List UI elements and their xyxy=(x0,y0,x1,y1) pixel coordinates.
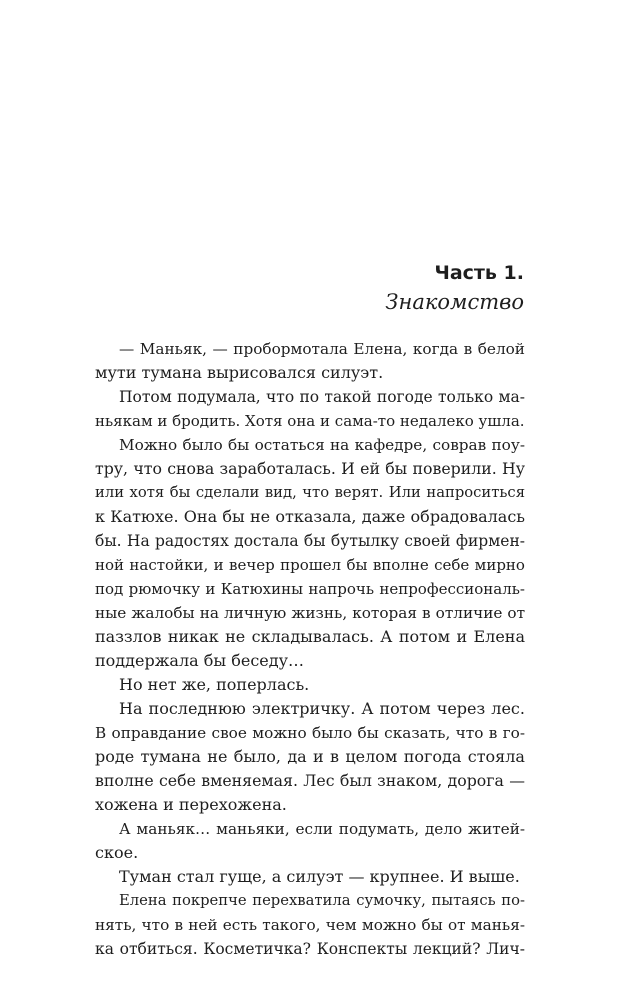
text-line: — Маньяк, — пробормотала Елена, когда в белой xyxy=(119,340,525,358)
text-line: или хотя бы сделали вид, что верят. Или напроситься xyxy=(95,484,525,501)
text-line: нять, что в ней есть такого, чем можно бы от манья- xyxy=(95,916,525,934)
text-line: ной настойки, и вечер прошел бы вполне себе мирно xyxy=(95,556,525,574)
text-line: ское. xyxy=(95,843,139,862)
chapter-heading xyxy=(385,260,524,316)
text-line: Но нет же, поперлась. xyxy=(119,675,310,694)
text-line: Можно было бы остаться на кафедре, соврав поу- xyxy=(119,436,525,454)
text-line: В оправдание свое можно было бы сказать, что в го- xyxy=(95,724,525,742)
text-line: бы. На радостях достала бы бутылку своей фирмен- xyxy=(95,532,525,550)
text-line: А маньяк… маньяки, если подумать, дело житей- xyxy=(119,820,525,838)
text-line: тру, что снова заработалась. И ей бы поверили. Ну xyxy=(95,459,525,478)
text-line: к Катюхе. Она бы не отказала, даже обрадовалась xyxy=(95,507,525,526)
text-line: под рюмочку и Катюхины напрочь непрофессиональ- xyxy=(95,580,525,598)
text-line: вполне себе вменяемая. Лес был знаком, дорога — xyxy=(95,771,525,790)
text-line: хожена и перехожена. xyxy=(95,795,287,814)
chapter-part-title: Часть 1. xyxy=(434,262,524,284)
chapter-subtitle: Знакомство xyxy=(385,290,524,314)
text-line: Елена покрепче перехватила сумочку, пытаясь по- xyxy=(119,892,525,909)
text-line: На последнюю электричку. А потом через лес. xyxy=(119,699,525,718)
text-line: паззлов никак не складывалась. А потом и Елена xyxy=(95,627,525,646)
text-line: ньякам и бродить. Хотя она и сама-то недалеко ушла. xyxy=(95,412,525,430)
text-line: Туман стал гуще, а силуэт — крупнее. И выше. xyxy=(119,867,520,886)
text-line: поддержала бы беседу… xyxy=(95,651,305,670)
text-line: Потом подумала, что по такой погоде только ма- xyxy=(119,388,525,406)
text-line: мути тумана вырисовался силуэт. xyxy=(95,363,384,382)
text-line: ка отбиться. Косметичка? Конспекты лекций? Лич- xyxy=(95,940,525,958)
body-text xyxy=(95,337,525,961)
text-line: ные жалобы на личную жизнь, которая в отличие от xyxy=(95,604,525,622)
text-line: роде тумана не было, да и в целом погода стояла xyxy=(95,747,525,766)
